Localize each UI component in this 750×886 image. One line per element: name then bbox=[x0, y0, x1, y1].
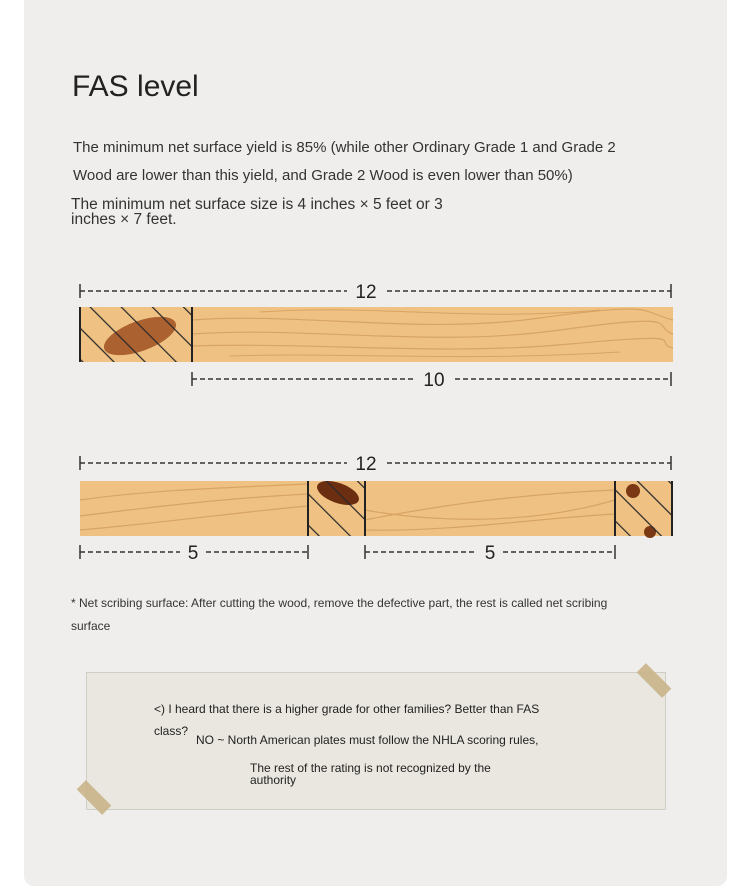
clear-length-label-2b: 5 bbox=[484, 543, 496, 564]
dimension-line-clear-2a bbox=[80, 543, 308, 564]
size-paragraph: The minimum net surface size is 4 inches × 5 feet or 3 inches × 7 feet. bbox=[71, 196, 443, 228]
clear-length-label-1: 10 bbox=[423, 370, 445, 391]
qa-question: <) I heard that there is a higher grade for other families? Better than FAS class? bbox=[154, 702, 540, 738]
dimension-line-clear-1 bbox=[192, 370, 671, 391]
dimension-line-total-1 bbox=[80, 282, 671, 303]
qa-answer-line2: The rest of the rating is not recognized by the authority bbox=[250, 761, 491, 787]
wood-board-2 bbox=[80, 476, 673, 538]
dimension-line-clear-2b bbox=[365, 543, 615, 564]
wood-board-1 bbox=[80, 307, 673, 363]
page-title: FAS level bbox=[72, 70, 199, 103]
defect-area-2 bbox=[308, 481, 365, 536]
yield-paragraph: The minimum net surface yield is 85% (while other Ordinary Grade 1 and Grade 2 Wood are lower than this yield, and Grade 2 Wood is even lower than 50%) bbox=[73, 139, 616, 184]
total-length-label-1: 12 bbox=[355, 282, 377, 303]
defect-area-3 bbox=[615, 481, 673, 536]
footnote: * Net scribing surface: After cutting the wood, remove the defective part, the rest is called net scribing surface bbox=[71, 596, 608, 633]
defect-area bbox=[80, 307, 192, 362]
clear-length-label-2a: 5 bbox=[187, 543, 199, 564]
qa-answer-line1: NO ~ North American plates must follow the NHLA scoring rules, bbox=[196, 733, 539, 747]
total-length-label-2: 12 bbox=[355, 454, 377, 475]
dimension-line-total-2 bbox=[80, 454, 671, 475]
